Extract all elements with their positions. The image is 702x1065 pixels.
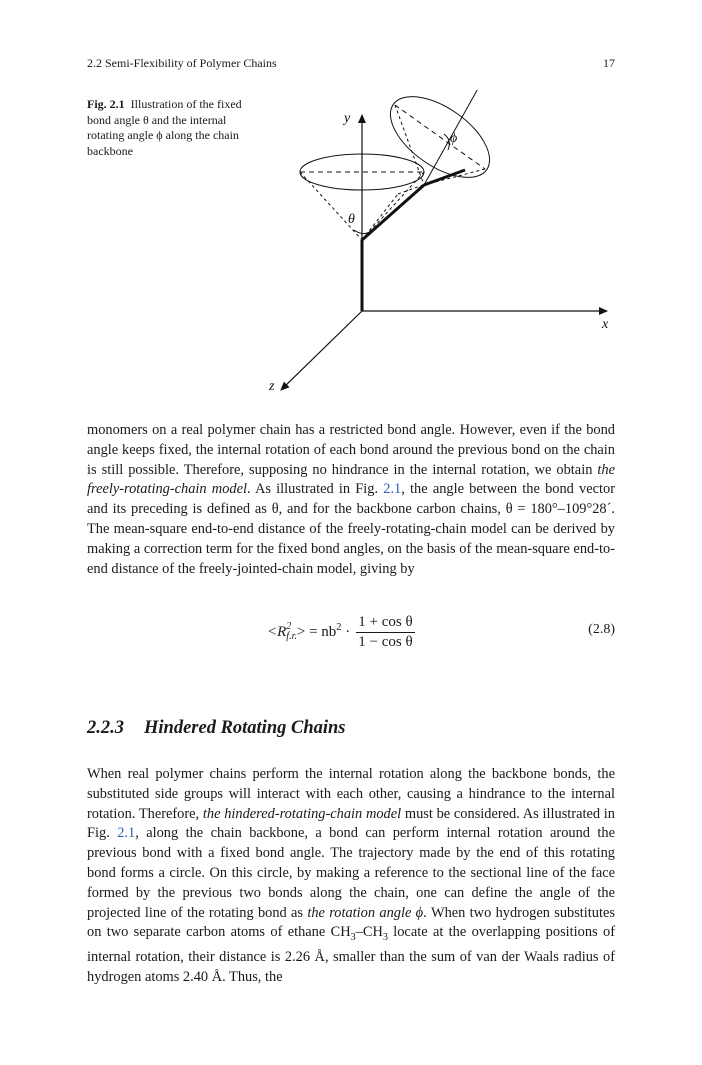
equation-number: (2.8): [588, 622, 615, 637]
figure-2-1-diagram: [262, 90, 622, 400]
term-hindered-rotating-chain-model: the hindered-rotating-chain model: [202, 805, 402, 822]
paragraph1-text-2: . As illustrated in Fig.: [246, 481, 384, 498]
theta-label: θ: [348, 212, 355, 227]
equation-subscript: f.r.: [286, 631, 297, 643]
equation-denominator: 1 − cos θ: [358, 633, 413, 650]
equation-fraction: [356, 614, 414, 651]
axis-label-x: x: [602, 317, 609, 332]
section-number: 2.2.3: [87, 718, 124, 738]
phi-label: ϕ: [450, 131, 458, 146]
upper-cone-side-left: [395, 105, 424, 185]
paragraph1-text-3: , the angle between the bond vector and its preceding is defined as θ, and for the backbone carbon chains, θ = 180°–109°28´. The mean-square end-to-end distance of the freely-rotating-chain model can be derived by making a correction term for the fixed bond angles, on the basis of the mean-square end-to-end distance of the freely-jointed-chain model, giving by: [87, 481, 615, 577]
equation-dot: ·: [345, 623, 351, 640]
lower-cone-side-right: [362, 172, 424, 240]
term-freely-rotating-chain-model: the freely-rotating-chain model: [87, 461, 615, 498]
paragraph2-text-2: must be considered. As illustrated in Fig.: [87, 805, 615, 842]
paragraph2-text-5: –CH: [355, 924, 383, 941]
axis-label-y: y: [344, 111, 351, 126]
equation-2-8: [87, 610, 615, 654]
equation-numerator: 1 + cos θ: [356, 614, 414, 633]
running-head-section: 2.2 Semi-Flexibility of Polymer Chains: [87, 56, 277, 70]
equation-lhs-close: > = nb: [296, 623, 337, 640]
figure-reference-link[interactable]: 2.1: [383, 481, 402, 498]
paragraph-freely-rotating: [87, 421, 615, 579]
paragraph2-text-3: , along the chain backbone, a bond can perform internal rotation around the previous bond with a fixed bond angle. The trajectory made by the end of this rotating bond forms a circle. On this circle, by making a reference to the sectional line of the face formed by the previous two bonds along the chain, one can define the angle of the projected line of the rotating bond as: [87, 825, 615, 921]
upper-cone-diameter: [395, 105, 485, 169]
figure-caption: [87, 97, 247, 159]
z-axis: [281, 311, 362, 390]
paragraph2-text-1: When real polymer chains perform the internal rotation along the backbone bonds, the substituted side groups will interact with each other, causing a hindrance to the internal rotation. Therefore,: [87, 766, 615, 822]
section-title-text: Hindered Rotating Chains: [144, 718, 346, 738]
equation-b-superscript: 2: [336, 621, 342, 633]
subscript-3: 3: [350, 932, 356, 944]
equation-superscript: 2: [286, 621, 292, 633]
term-rotation-angle: the rotation angle ϕ: [307, 904, 424, 921]
page-number: 17: [603, 56, 615, 70]
figure-reference-link[interactable]: 2.1: [117, 825, 136, 842]
section-heading: [87, 718, 346, 739]
equation-body: [267, 610, 415, 654]
figure-caption-text: Illustration of the fixed bond angle θ and the internal rotating angle ϕ along the chain backbone: [87, 97, 242, 158]
paragraph-hindered-rotating: [87, 765, 615, 988]
lower-cone-side-left: [300, 172, 362, 240]
paragraph1-text-1: monomers on a real polymer chain has a restricted bond angle. However, even if the bond angle keeps fixed, the internal rotation of each bond around the previous bond on the chain is still possible. Therefore, supposing no hindrance in the internal rotation, we obtain: [87, 422, 615, 478]
paragraph2-text-6: locate at the overlapping positions of internal rotation, their distance is 2.26 Å, smaller than the sum of van der Waals radius of hydrogen atoms 2.40 Å. Thus, the: [87, 924, 615, 985]
bond-2: [362, 185, 424, 240]
equation-lhs-open: <R: [267, 623, 287, 640]
subscript-3: 3: [382, 932, 388, 944]
paragraph2-text-4: . When two hydrogen substitutes on two separate carbon atoms of ethane CH: [87, 904, 615, 941]
axis-label-z: z: [269, 379, 275, 394]
equation-lhs: [267, 622, 350, 643]
figure-caption-label: Fig. 2.1: [87, 97, 125, 111]
